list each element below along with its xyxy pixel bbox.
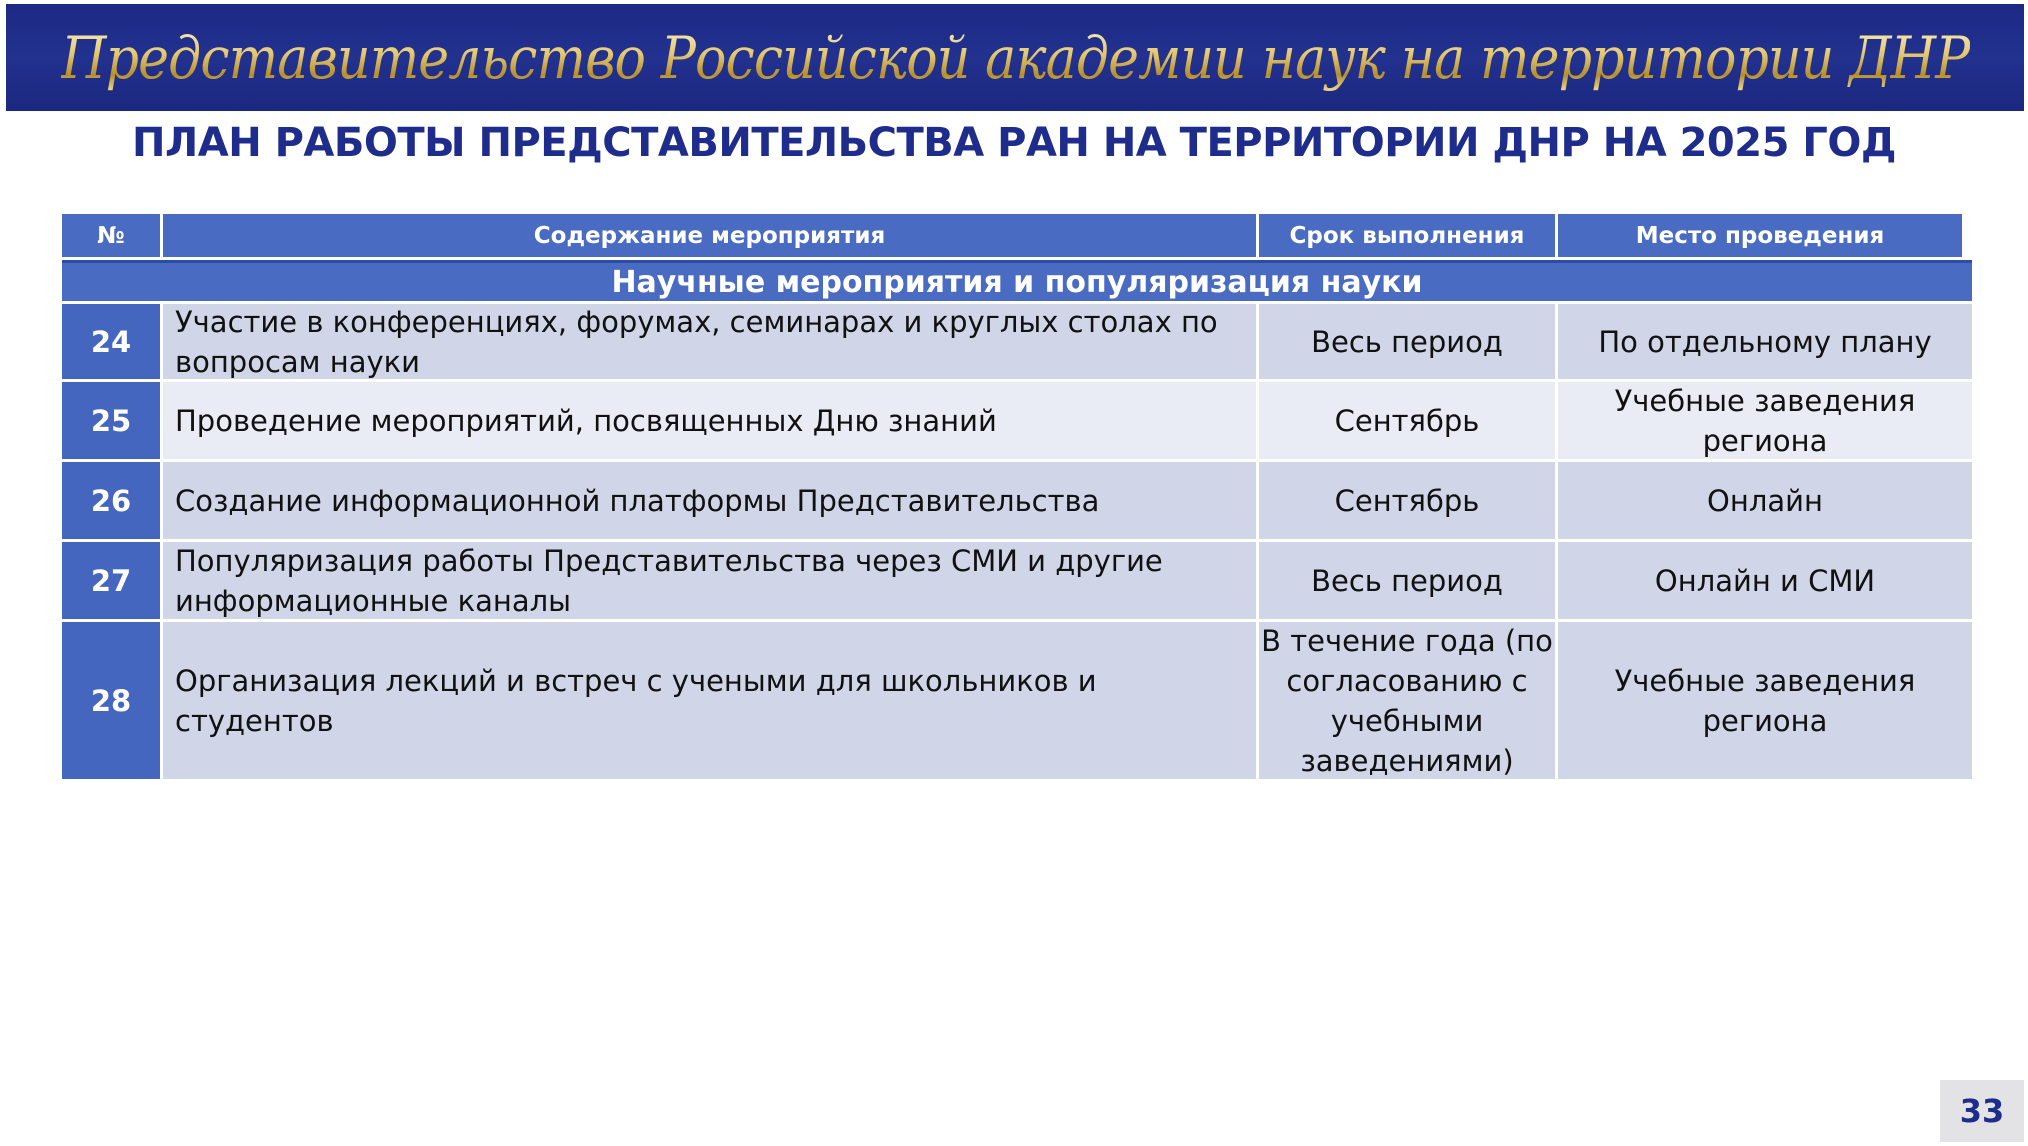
row-place: Учебные заведения региона bbox=[1558, 622, 1972, 782]
table-header-row bbox=[62, 214, 1972, 260]
row-place: По отдельному плану bbox=[1558, 304, 1972, 382]
plan-table bbox=[62, 214, 1972, 782]
row-term: Весь период bbox=[1259, 304, 1558, 382]
row-number: 27 bbox=[62, 542, 163, 622]
row-number: 24 bbox=[62, 304, 163, 382]
page-number: 33 bbox=[1940, 1080, 2024, 1142]
row-term: В течение года (по согласованию с учебными заведениями) bbox=[1259, 622, 1558, 782]
row-number: 26 bbox=[62, 462, 163, 542]
row-content: Проведение мероприятий, посвященных Дню знаний bbox=[163, 382, 1259, 462]
table-row bbox=[62, 622, 1972, 782]
row-number: 25 bbox=[62, 382, 163, 462]
header-place: Место проведения bbox=[1558, 214, 1965, 260]
table-row bbox=[62, 304, 1972, 382]
page-title: ПЛАН РАБОТЫ ПРЕДСТАВИТЕЛЬСТВА РАН НА ТЕРРИТОРИИ ДНР НА 2025 ГОД bbox=[132, 120, 1896, 166]
banner-lettering: Представительство Российской академии наук на территории ДНР bbox=[60, 23, 1970, 92]
row-content: Создание информационной платформы Представительства bbox=[163, 462, 1259, 542]
header-banner bbox=[6, 4, 2024, 111]
row-content: Популяризация работы Представительства через СМИ и другие информационные каналы bbox=[163, 542, 1259, 622]
header-num: № bbox=[62, 214, 163, 260]
row-place: Онлайн bbox=[1558, 462, 1972, 542]
row-place: Онлайн и СМИ bbox=[1558, 542, 1972, 622]
table-row bbox=[62, 542, 1972, 622]
row-number: 28 bbox=[62, 622, 163, 782]
table-row bbox=[62, 382, 1972, 462]
row-term: Сентябрь bbox=[1259, 382, 1558, 462]
header-term: Срок выполнения bbox=[1259, 214, 1558, 260]
row-term: Весь период bbox=[1259, 542, 1558, 622]
row-term: Сентябрь bbox=[1259, 462, 1558, 542]
row-content: Организация лекций и встреч с учеными для школьников и студентов bbox=[163, 622, 1259, 782]
row-place: Учебные заведения региона bbox=[1558, 382, 1972, 462]
section-title: Научные мероприятия и популяризация науки bbox=[62, 260, 1972, 304]
header-content: Содержание мероприятия bbox=[163, 214, 1259, 260]
row-content: Участие в конференциях, форумах, семинарах и круглых столах по вопросам науки bbox=[163, 304, 1259, 382]
table-row bbox=[62, 462, 1972, 542]
